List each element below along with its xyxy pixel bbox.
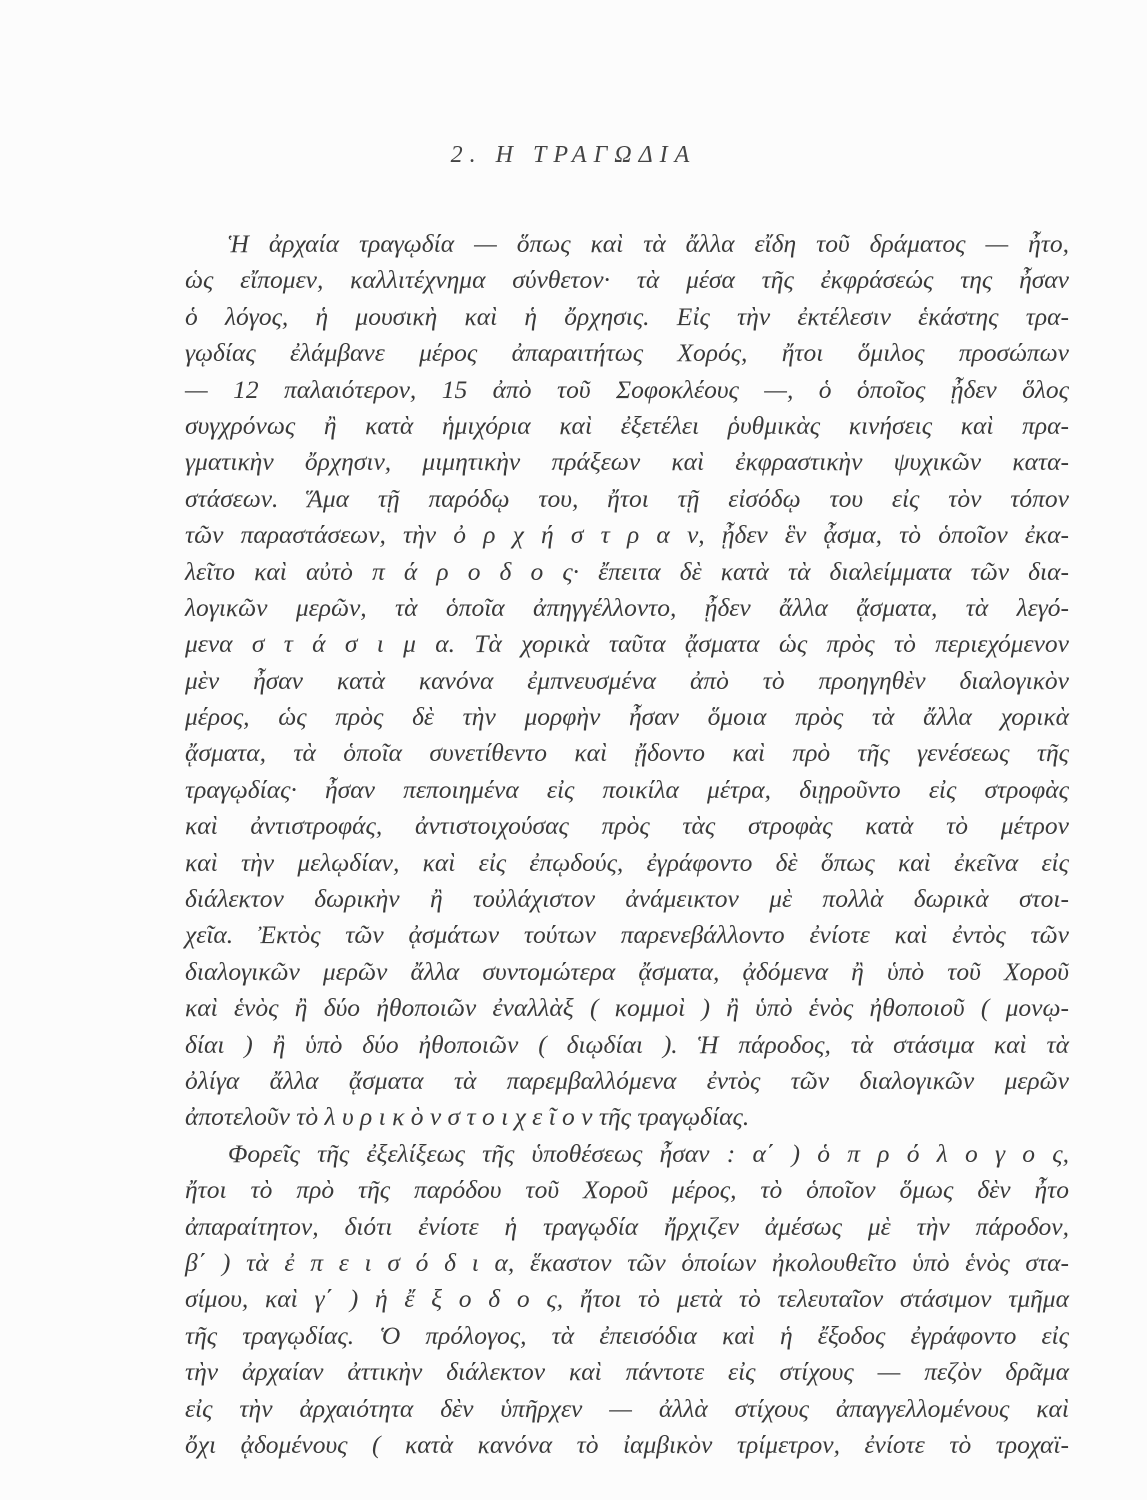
section-heading: 2. Η ΤΡΑΓΩΔΙΑ [450,142,697,168]
text-line: δίαι ) ἢ ὑπὸ δύο ἠθοποιῶν ( διῳδίαι ). Ἡ πάροδος, τὰ στάσιμα καὶ τὰ [185,1029,1069,1059]
text-line: — 12 παλαιότερον, 15 ἀπὸ τοῦ Σοφοκλέους —, ὁ ὁποῖος ᾖδεν ὅλος [185,374,1069,404]
text-line: διάλεκτον δωρικὴν ἢ τοὐλάχιστον ἀνάμεικτον μὲ πολλὰ δωρικὰ στοι- [185,884,1069,914]
text-line: λεῖτο καὶ αὐτὸ π ά ρ ο δ ο ς· ἔπειτα δὲ κατὰ τὰ διαλείμματα τῶν δια- [185,556,1069,586]
text-line: τῆς τραγῳδίας. Ὁ πρόλογος, τὰ ἐπεισόδια καὶ ἡ ἔξοδος ἐγράφοντο εἰς [185,1320,1069,1350]
text-line: τῶν παραστάσεων, τὴν ὀ ρ χ ή σ τ ρ α ν, ᾖδεν ἓν ᾆσμα, τὸ ὁποῖον ἐκα- [185,520,1069,550]
text-line: μὲν ἦσαν κατὰ κανόνα ἐμπνευσμένα ἀπὸ τὸ προηγηθὲν διαλογικὸν [185,665,1069,695]
text-line: β΄ ) τὰ ἐ π ε ι σ ό δ ι α, ἕκαστον τῶν ὁποίων ἠκολουθεῖτο ὑπὸ ἑνὸς στα- [185,1247,1069,1277]
text-line: συγχρόνως ἢ κατὰ ἡμιχόρια καὶ ἐξετέλει ῥυθμικὰς κινήσεις καὶ πρα- [185,410,1069,440]
text-line: ὁ λόγος, ἡ μουσικὴ καὶ ἡ ὄρχησις. Εἰς τὴν ἐκτέλεσιν ἑκάστης τρα- [185,301,1069,331]
text-line: Ἡ ἀρχαία τραγῳδία — ὅπως καὶ τὰ ἄλλα εἴδη τοῦ δράματος — ἦτο, [228,229,1069,258]
text-line: τὴν ἀρχαίαν ἀττικὴν διάλεκτον καὶ πάντοτε εἰς στίχους — πεζὸν δρᾶμα [185,1357,1069,1387]
text-line: καὶ τὴν μελῳδίαν, καὶ εἰς ἐπῳδούς, ἐγράφοντο δὲ ὅπως καὶ ἐκεῖνα εἰς [185,847,1069,877]
text-line: λογικῶν μερῶν, τὰ ὁποῖα ἀπηγγέλλοντο, ᾖδεν ἄλλα ᾄσματα, τὰ λεγό- [185,592,1069,622]
text-line: χεῖα. Ἐκτὸς τῶν ᾀσμάτων τούτων παρενεβάλλοντο ἐνίοτε καὶ ἐντὸς τῶν [185,920,1069,950]
text-line: γῳδίας ἐλάμβανε μέρος ἀπαραιτήτως Χορός, ἤτοι ὅμιλος προσώπων [185,338,1069,368]
text-line: μέρος, ὡς πρὸς δὲ τὴν μορφὴν ἦσαν ὅμοια πρὸς τὰ ἄλλα χορικὰ [185,702,1069,732]
body-text [185,226,1069,1463]
text-line: γματικὴν ὄρχησιν, μιμητικὴν πράξεων καὶ ἐκφραστικὴν ψυχικῶν κατα- [185,447,1069,477]
text-line: σίμου, καὶ γ΄ ) ἡ ἔ ξ ο δ ο ς, ἤτοι τὸ μετὰ τὸ τελευταῖον στάσιμον τμῆμα [185,1284,1069,1314]
text-line: τραγῳδίας· ἦσαν πεποιημένα εἰς ποικίλα μέτρα, διῃροῦντο εἰς στροφὰς [185,774,1069,804]
text-line: ᾄσματα, τὰ ὁποῖα συνετίθεντο καὶ ᾔδοντο καὶ πρὸ τῆς γενέσεως τῆς [185,738,1069,768]
text-line: ἤτοι τὸ πρὸ τῆς παρόδου τοῦ Χοροῦ μέρος, τὸ ὁποῖον ὅμως δὲν ἦτο [185,1175,1069,1205]
text-line: ἀπαραίτητον, διότι ἐνίοτε ἡ τραγῳδία ἤρχιζεν ἀμέσως μὲ τὴν πάροδον, [185,1211,1069,1241]
text-line: καὶ ἀντιστροφάς, ἀντιστοιχούσας πρὸς τὰς στροφὰς κατὰ τὸ μέτρον [185,811,1069,841]
text-line: ὡς εἴπομεν, καλλιτέχνημα σύνθετον· τὰ μέσα τῆς ἐκφράσεώς της ἦσαν [185,265,1069,295]
text-line: ὄχι ᾀδομένους ( κατὰ κανόνα τὸ ἰαμβικὸν τρίμετρον, ἐνίοτε τὸ τροχαϊ- [185,1429,1069,1459]
text-line: μενα σ τ ά σ ι μ α. Τὰ χορικὰ ταῦτα ᾄσματα ὡς πρὸς τὸ περιεχόμενον [185,629,1069,659]
text-line: ἀποτελοῦν τὸ λ υ ρ ι κ ὸ ν σ τ ο ι χ ε ῖ ο ν τῆς τραγῳδίας. [185,1102,750,1132]
text-line: Φορεῖς τῆς ἐξελίξεως τῆς ὑποθέσεως ἦσαν : α΄ ) ὁ π ρ ό λ ο γ ο ς, [228,1138,1069,1168]
text-line: ὀλίγα ἄλλα ᾄσματα τὰ παρεμβαλλόμενα ἐντὸς τῶν διαλογικῶν μερῶν [185,1065,1069,1095]
text-line: στάσεων. Ἅμα τῇ παρόδῳ του, ἤτοι τῇ εἰσόδῳ του εἰς τὸν τόπον [185,483,1069,513]
text-line: διαλογικῶν μερῶν ἄλλα συντομώτερα ᾄσματα, ᾀδόμενα ἢ ὑπὸ τοῦ Χοροῦ [185,956,1069,986]
text-line: εἰς τὴν ἀρχαιότητα δὲν ὑπῆρχεν — ἀλλὰ στίχους ἀπαγγελλομένους καὶ [185,1393,1069,1423]
text-line: καὶ ἑνὸς ἢ δύο ἠθοποιῶν ἐναλλὰξ ( κομμοὶ ) ἢ ὑπὸ ἑνὸς ἠθοποιοῦ ( μονῳ- [185,993,1069,1023]
